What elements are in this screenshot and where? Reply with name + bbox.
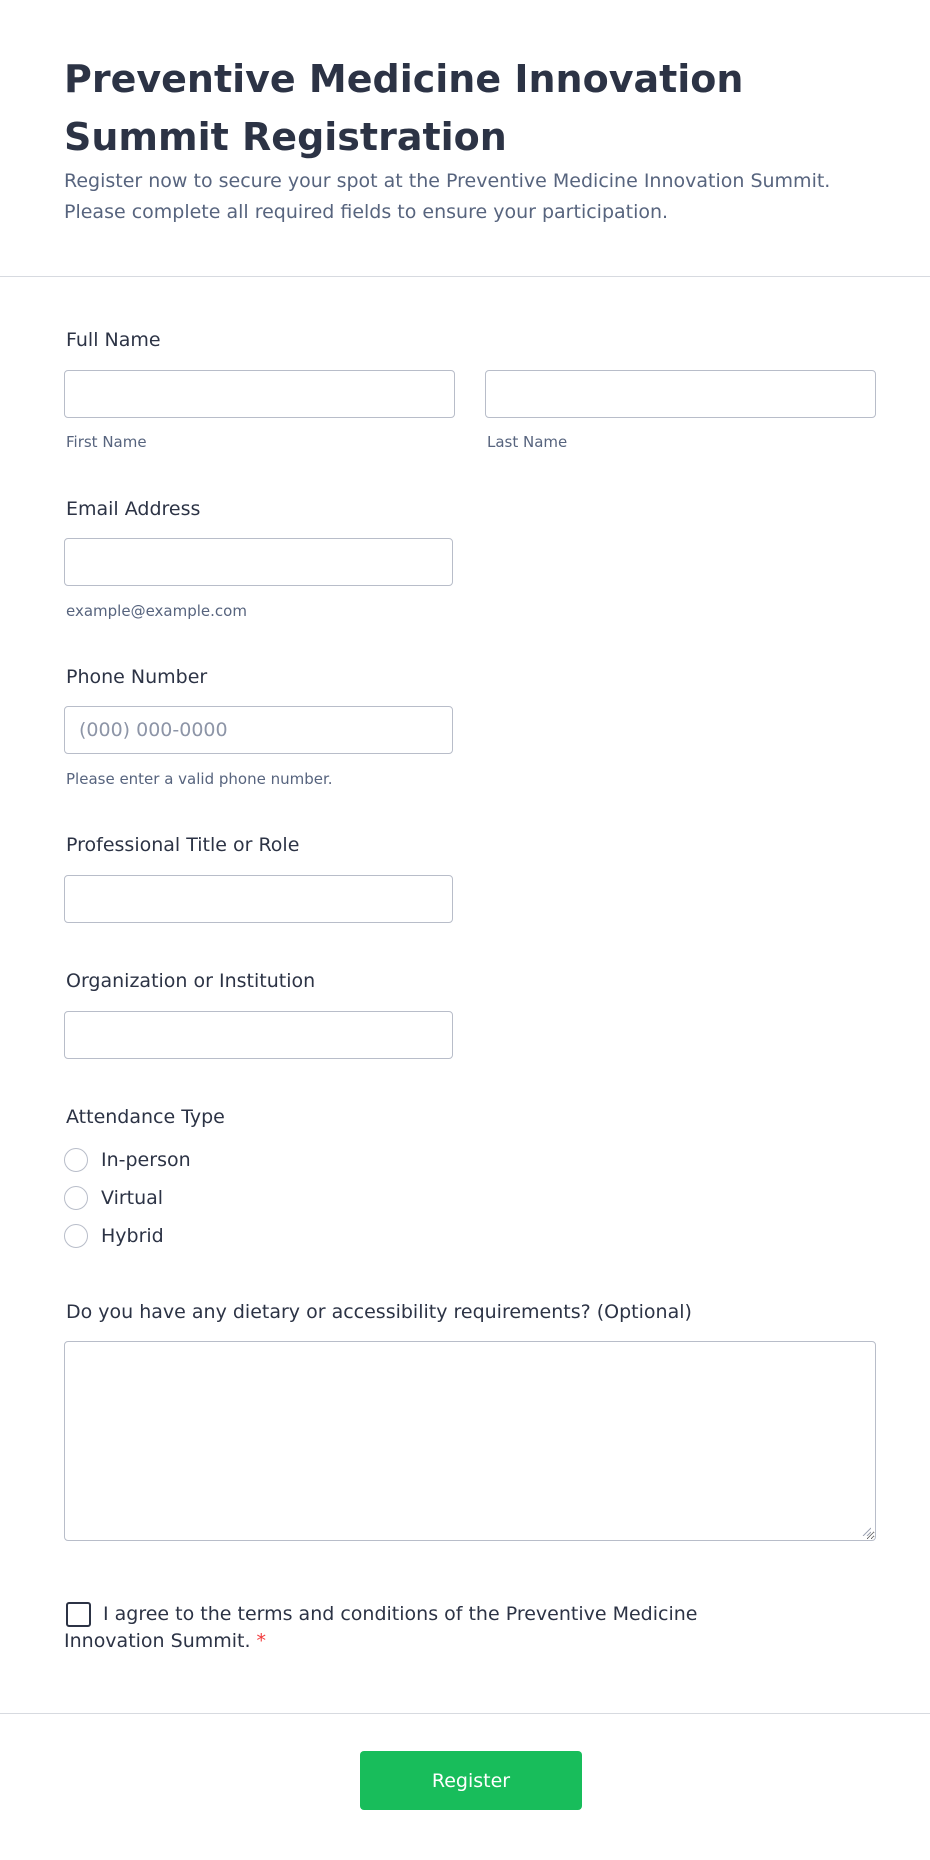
attendance-option-in-person[interactable] <box>64 1146 191 1174</box>
email-sublabel: example@example.com <box>66 602 247 620</box>
first-name-input[interactable] <box>64 370 455 418</box>
radio-label: Virtual <box>101 1187 164 1209</box>
full-name-label: Full Name <box>66 329 161 351</box>
radio-label: In-person <box>101 1149 191 1171</box>
requirements-textarea[interactable] <box>64 1341 876 1541</box>
organization-label: Organization or Institution <box>66 970 316 992</box>
form-header <box>0 0 930 277</box>
requirements-label: Do you have any dietary or accessibility requirements? (Optional) <box>66 1301 692 1323</box>
professional-title-label: Professional Title or Role <box>66 834 300 856</box>
form-subtitle: Register now to secure your spot at the Preventive Medicine Innovation Summit. Please complete all required fields to ensure your participation. <box>64 170 831 223</box>
phone-input[interactable] <box>64 706 453 754</box>
email-label: Email Address <box>66 498 201 520</box>
professional-title-input[interactable] <box>64 875 453 923</box>
attendance-label: Attendance Type <box>66 1106 225 1128</box>
radio-button[interactable] <box>64 1186 88 1210</box>
terms-label <box>64 1601 764 1655</box>
radio-button[interactable] <box>64 1224 88 1248</box>
footer-divider <box>0 1713 930 1714</box>
page-title: Preventive Medicine Innovation Summit Registration <box>64 57 744 159</box>
attendance-option-hybrid[interactable] <box>64 1222 164 1250</box>
attendance-option-virtual[interactable] <box>64 1184 163 1212</box>
radio-button[interactable] <box>64 1148 88 1172</box>
phone-label: Phone Number <box>66 666 208 688</box>
last-name-input[interactable] <box>485 370 876 418</box>
last-name-sublabel: Last Name <box>487 433 568 451</box>
radio-label: Hybrid <box>101 1225 164 1247</box>
register-button[interactable]: Register <box>360 1751 582 1810</box>
resize-grip-icon[interactable] <box>861 1526 871 1536</box>
organization-input[interactable] <box>64 1011 453 1059</box>
terms-text: I agree to the terms and conditions of the Preventive Medicine Innovation Summit. <box>64 1603 698 1652</box>
phone-sublabel: Please enter a valid phone number. <box>66 770 333 788</box>
email-input[interactable] <box>64 538 453 586</box>
required-asterisk: * <box>256 1630 267 1652</box>
first-name-sublabel: First Name <box>66 433 147 451</box>
